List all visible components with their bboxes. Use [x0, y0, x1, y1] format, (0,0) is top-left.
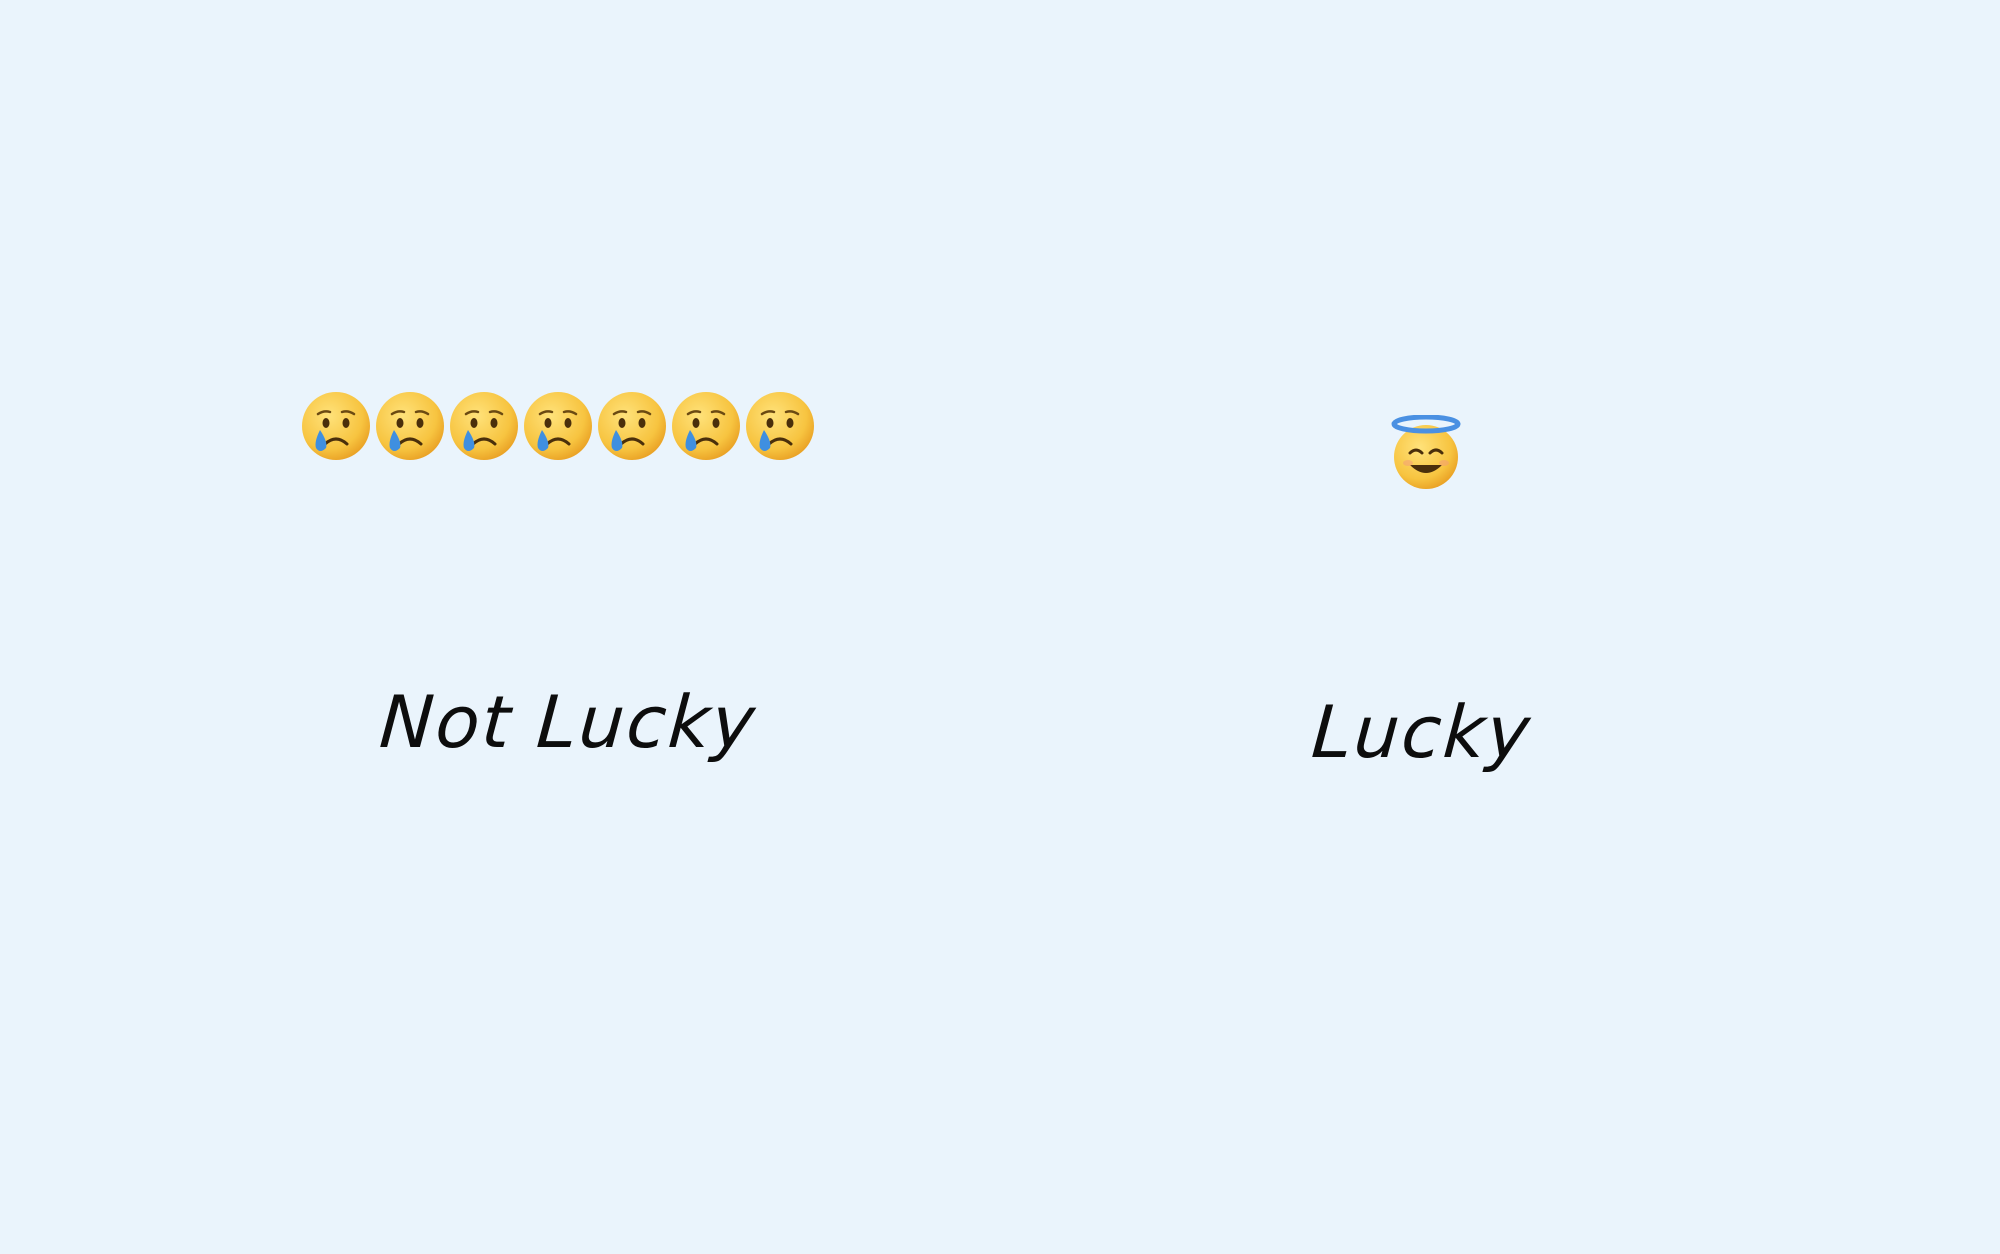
crying-face-icon	[300, 390, 372, 462]
crying-face-icon	[596, 390, 668, 462]
crying-face-icon	[374, 390, 446, 462]
not-lucky-label: Not Lucky	[377, 680, 760, 764]
crying-face-icon	[744, 390, 816, 462]
crying-face-icon	[522, 390, 594, 462]
smiling-face-with-halo-icon	[1390, 415, 1462, 491]
not-lucky-group	[300, 390, 830, 790]
lucky-group	[1300, 410, 1550, 790]
lucky-label: Lucky	[1309, 690, 1535, 774]
crying-face-icon	[670, 390, 742, 462]
crying-face-icon	[448, 390, 520, 462]
crying-faces-row	[300, 390, 816, 462]
halo-faces-row	[1390, 415, 1462, 491]
